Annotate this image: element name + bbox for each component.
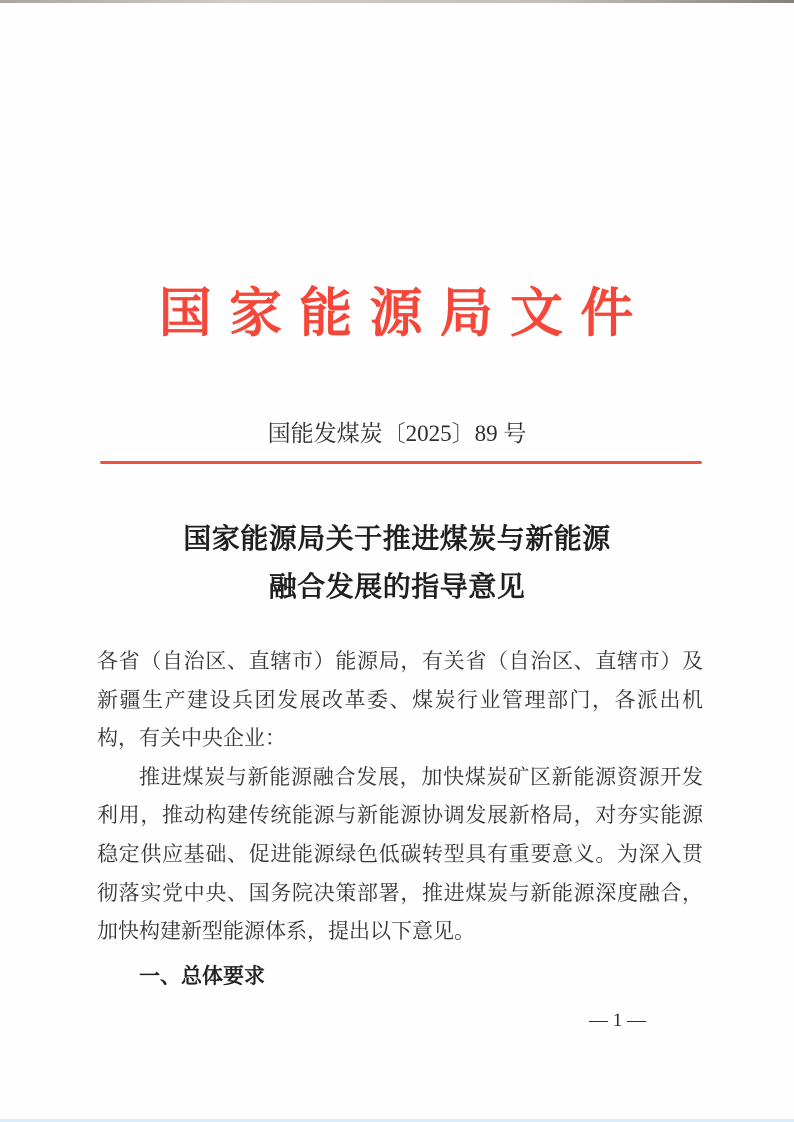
agency-letterhead-title: 国 家 能 源 局 文 件 bbox=[158, 285, 636, 343]
page-number: — 1 — bbox=[589, 1010, 646, 1031]
scan-edge-top bbox=[0, 0, 794, 3]
document-number: 国能发煤炭〔2025〕89 号 bbox=[267, 421, 527, 446]
intro-paragraph: 推进煤炭与新能源融合发展，加快煤炭矿区新能源资源开发利用，推动构建传统能源与新能源协调发展新格局，对夯实能源稳定供应基础、促进能源绿色低碳转型具有重要意义。为深入贯彻落实党中央、国务院决策部署，推进煤炭与新能源深度融合，加快构建新型能源体系，提出以下意见。 bbox=[97, 764, 703, 944]
document-title bbox=[0, 516, 794, 612]
section-heading-1: 一、总体要求 bbox=[139, 964, 265, 988]
document-title-line1: 国家能源局关于推进煤炭与新能源 bbox=[183, 524, 611, 555]
salutation-paragraph: 各省（自治区、直辖市）能源局，有关省（自治区、直辖市）及新疆生产建设兵团发展改革委、煤炭行业管理部门，各派出机构，有关中央企业： bbox=[97, 649, 703, 751]
document-body bbox=[97, 642, 703, 996]
red-divider-rule bbox=[100, 461, 702, 464]
document-title-line2: 融合发展的指导意见 bbox=[268, 572, 526, 603]
